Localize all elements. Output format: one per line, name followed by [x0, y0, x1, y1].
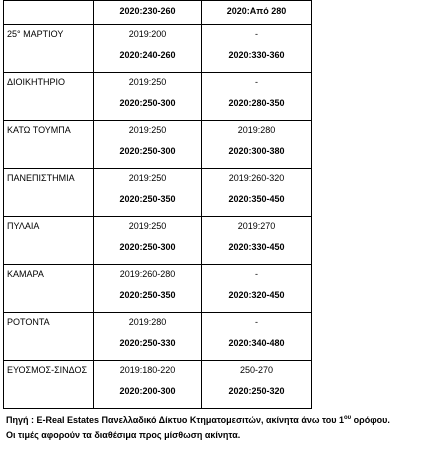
value-2020: 2020:300-380: [228, 146, 285, 156]
value-2019: 2019:280: [237, 125, 276, 135]
area-cell: [4, 25, 94, 73]
value-cell: [202, 169, 312, 217]
source-note-suffix: ορόφου.: [351, 415, 390, 425]
rental-price-table: [3, 0, 312, 409]
area-cell: [4, 121, 94, 169]
value-cell: [202, 361, 312, 409]
area-name: ΠΑΝΕΠΙΣΤΗΜΙΑ: [7, 173, 75, 183]
table-row-top: [4, 1, 312, 25]
table-row: [4, 217, 312, 265]
area-cell: [4, 73, 94, 121]
area-cell-empty: [4, 1, 94, 25]
value-cell: [202, 313, 312, 361]
value-cell: [94, 73, 202, 121]
value-2019: -: [255, 29, 258, 39]
source-note: [6, 413, 421, 428]
value-2019: 250-270: [239, 365, 274, 375]
value-2019: 2019:260-320: [228, 173, 285, 183]
value-2019: -: [255, 317, 258, 327]
value-2020: 2020:250-350: [119, 194, 176, 204]
table-row: [4, 361, 312, 409]
value-cell: [94, 361, 202, 409]
value-cell: [94, 265, 202, 313]
value-2019: 2019:270: [237, 221, 276, 231]
area-name: ΔΙΟΙΚΗΤΗΡΙΟ: [7, 77, 66, 87]
value-2019: 2019:250: [128, 77, 167, 87]
value-cell: [202, 73, 312, 121]
value-2020: 2020:330-360: [228, 50, 285, 60]
value-2020: 2020:340-480: [228, 338, 285, 348]
value-cell: [202, 1, 312, 25]
value-cell: [94, 313, 202, 361]
area-name: ΚΑΤΩ ΤΟΥΜΠΑ: [7, 125, 71, 135]
value-2020: 2020:320-450: [228, 290, 285, 300]
value-2019: 2019:250: [128, 221, 167, 231]
value-2019: 2019:260-280: [119, 269, 176, 279]
value-2019: 2019:280: [128, 317, 167, 327]
area-cell: [4, 169, 94, 217]
value-2020: 2020:250-300: [119, 98, 176, 108]
table-row: [4, 313, 312, 361]
value-2020: 2020:230-260: [119, 6, 176, 16]
value-cell: [202, 217, 312, 265]
value-2020: 2020:200-300: [119, 386, 176, 396]
value-2020: 2020:250-330: [119, 338, 176, 348]
value-cell: [202, 265, 312, 313]
value-2019: 2019:250: [128, 125, 167, 135]
value-2020: 2020:Από 280: [226, 6, 287, 16]
value-cell: [94, 121, 202, 169]
area-cell: [4, 313, 94, 361]
value-cell: [94, 25, 202, 73]
table-body: [4, 1, 312, 409]
value-2020: 2020:250-300: [119, 242, 176, 252]
value-2019: -: [255, 77, 258, 87]
value-2019: 2019:200: [128, 29, 167, 39]
table-row: [4, 25, 312, 73]
value-cell: [202, 25, 312, 73]
source-notes: [6, 413, 421, 443]
value-2020: 2020:250-300: [119, 146, 176, 156]
value-cell: [202, 121, 312, 169]
value-2019: 2019:180-220: [119, 365, 176, 375]
table-row: [4, 169, 312, 217]
area-name: ΕΥΟΣΜΟΣ-ΣΙΝΔΟΣ: [7, 365, 88, 375]
value-2020: 2020:330-450: [228, 242, 285, 252]
area-cell: [4, 361, 94, 409]
value-cell: [94, 1, 202, 25]
value-2020: 2020:240-260: [119, 50, 176, 60]
area-name: 25° ΜΑΡΤΙΟΥ: [7, 29, 64, 39]
availability-note: Οι τιμές αφορούν τα διαθέσιμα προς μίσθωση ακίνητα.: [6, 430, 241, 440]
value-2020: 2020:250-350: [119, 290, 176, 300]
area-cell: [4, 217, 94, 265]
value-2020: 2020:280-350: [228, 98, 285, 108]
table-row: [4, 73, 312, 121]
area-name: ΡΟΤΟΝΤΑ: [7, 317, 50, 327]
source-note-superscript: ου: [343, 415, 352, 421]
table-row: [4, 121, 312, 169]
area-name: ΠΥΛΑΙΑ: [7, 221, 40, 231]
value-2020: 2020:250-320: [228, 386, 285, 396]
area-cell: [4, 265, 94, 313]
value-cell: [94, 217, 202, 265]
table-row: [4, 265, 312, 313]
area-name: ΚΑΜΑΡΑ: [7, 269, 44, 279]
source-note-prefix: Πηγή : E-Real Estates Πανελλαδικό Δίκτυο Κτηματομεσιτών, ακίνητα άνω του 1: [6, 415, 344, 425]
value-2020: 2020:350-450: [228, 194, 285, 204]
value-cell: [94, 169, 202, 217]
value-2019: 2019:250: [128, 173, 167, 183]
value-2019: -: [255, 269, 258, 279]
